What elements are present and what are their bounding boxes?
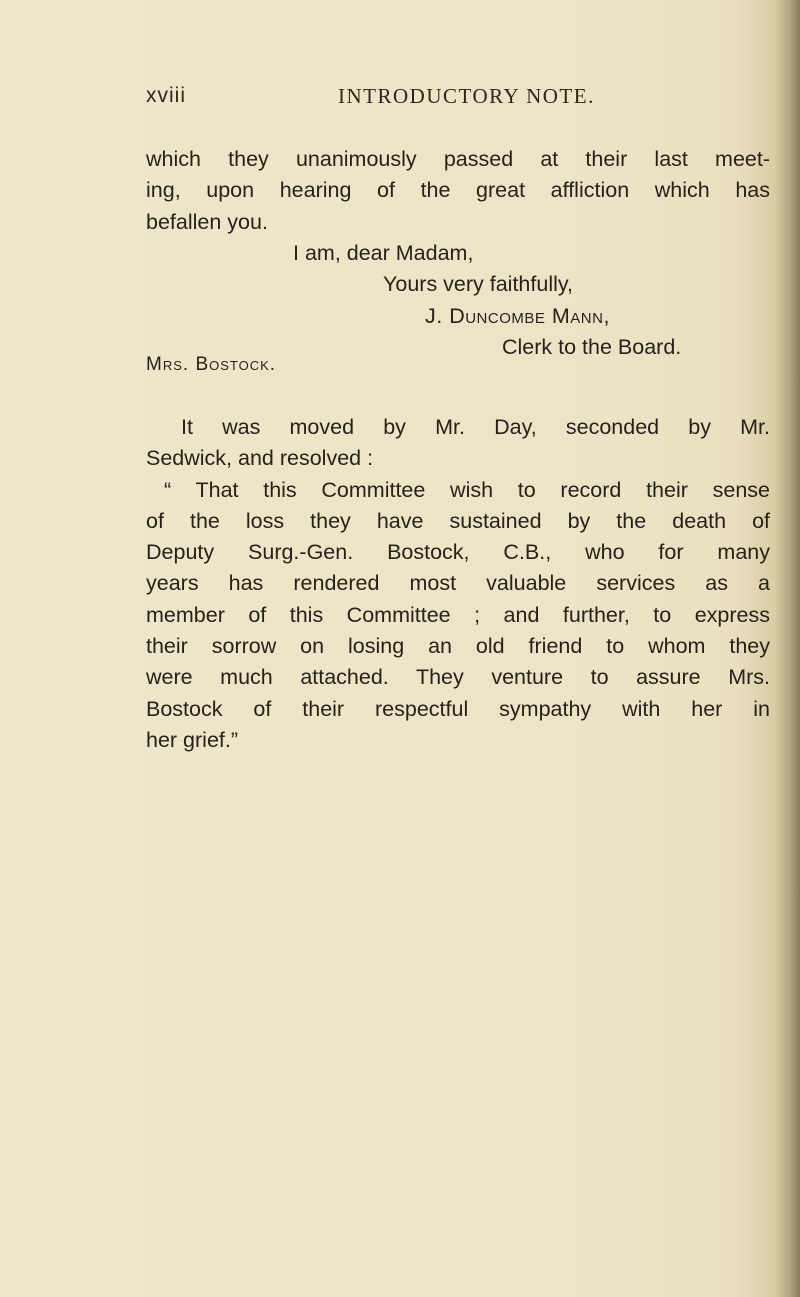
running-title: INTRODUCTORY NOTE. — [338, 84, 595, 108]
text-line: Deputy Surg.-Gen. Bostock, C.B., who for many — [146, 540, 770, 565]
addressee: Mrs. Bostock. — [146, 354, 277, 375]
text-line: her grief.” — [146, 727, 239, 752]
salutation: I am, dear Madam, — [293, 241, 474, 265]
text-line: were much attached. They venture to assure Mrs. — [146, 665, 770, 690]
text-line: years has rendered most valuable services as a — [146, 571, 770, 596]
text-line: It was moved by Mr. Day, seconded by Mr. — [181, 415, 770, 439]
text-line: Bostock of their respectful sympathy with her in — [146, 696, 770, 721]
text-line: their sorrow on losing an old friend to whom they — [146, 634, 770, 659]
page-edge-shadow — [774, 0, 800, 1297]
letter-paragraph — [146, 144, 770, 238]
text-line: which they unanimously passed at their last meet- — [146, 147, 770, 171]
text-line: ing, upon hearing of the great affliction which has — [146, 178, 770, 203]
text-line: befallen you. — [146, 209, 268, 234]
text-line: of the loss they have sustained by the death of — [146, 508, 770, 533]
page-header — [146, 84, 616, 118]
signature: J. Duncombe Mann, — [425, 303, 610, 328]
page-number: xviii — [146, 84, 186, 107]
letter-closing — [146, 238, 770, 363]
signatory-title: Clerk to the Board. — [502, 334, 682, 359]
resolution-paragraph — [146, 412, 770, 756]
text-line: Sedwick, and resolved : — [146, 446, 374, 471]
text-line: member of this Committee ; and further, to express — [146, 602, 770, 627]
text-line: “ That this Committee wish to record their sense — [164, 477, 770, 502]
valediction: Yours very faithfully, — [383, 272, 574, 297]
